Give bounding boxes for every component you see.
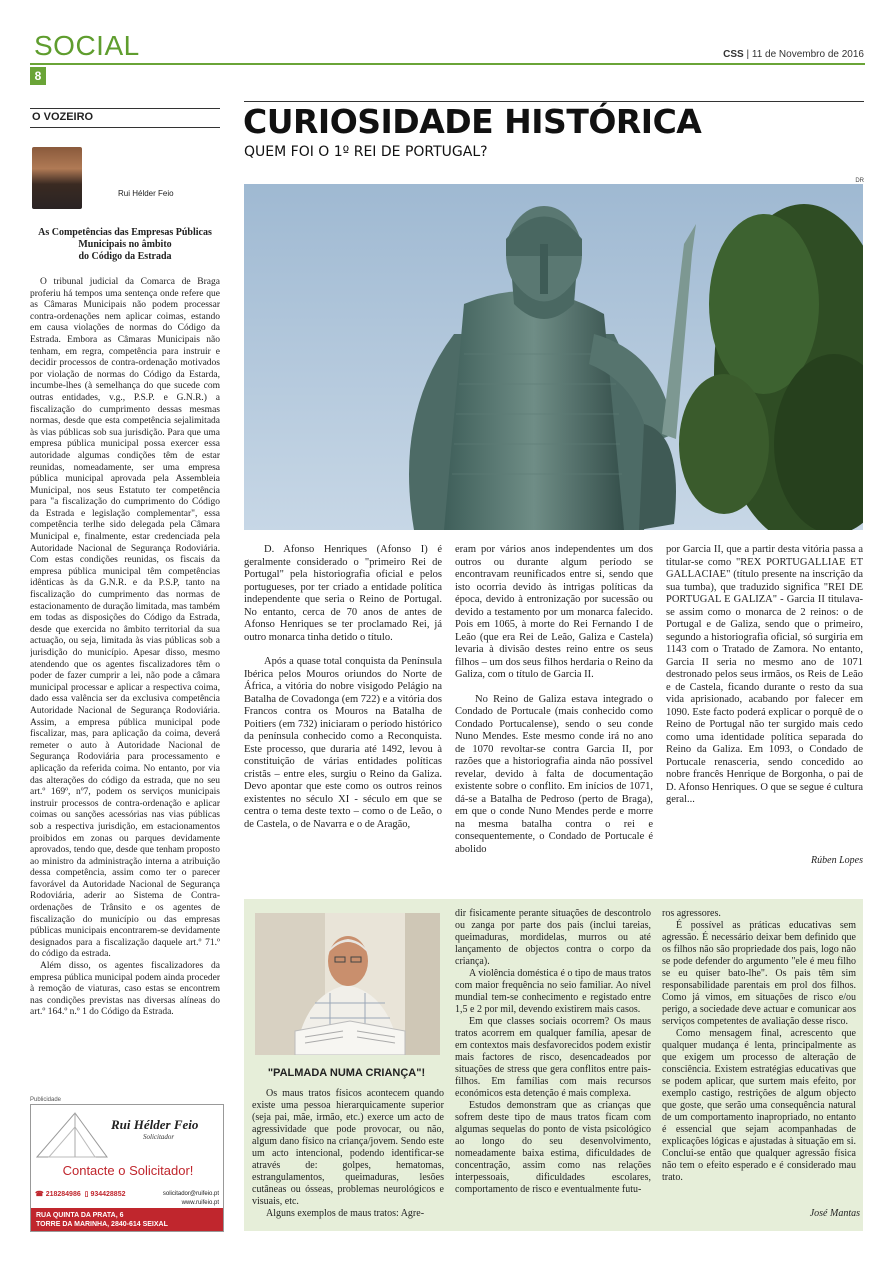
article-paragraph: por Garcia II, que a partir desta vitória passa a titular-se como "REX PORTUGALLIAE ET GALLACIAE" (título presente na inscrição da sua tumba), que traduzido significa "REI DE PORTUGAL E GALIZA" - Garcia II titulava-se assim como o monarca de 2 reinos: o de Portugal e de Galiza, sendo que o primeiro, segundo a historiografia oficial, só surgiria em 1143 com o Tratado de Zamora. No entanto, Garcia II seria no mesmo ano de 1071 destronado pelos seus irmãos, os Reis de Leão e de Castela, ficando durante o resto da sua vida aprisionado, acabando por falecer em 1090. Este facto poderá explicar o porquê de o Reino de Portugal não ter surgido mais cedo como uma identidade política separada do Reino da Galiza. Em 1093, o Condado de Portucale renasceria, sendo concedido ao nobre francês Henrique de Borgonha, o pai de D. Afonso Henriques. O que se segue é cultura geral... bbox=[666, 544, 863, 805]
man-reading-illustration bbox=[255, 913, 440, 1055]
advert-address-line: TORRE DA MARINHA, 2840-614 SEIXAL bbox=[36, 1221, 168, 1228]
article-column-3 bbox=[666, 544, 863, 829]
section-title: SOCIAL bbox=[34, 30, 140, 61]
advert-name: Rui Hélder Feio bbox=[111, 1117, 199, 1132]
advert-email[interactable]: solicitador@ruifeio.pt bbox=[162, 1191, 219, 1197]
header-rule bbox=[30, 63, 865, 65]
article-column-1 bbox=[244, 544, 442, 874]
article-subtitle: QUEM FOI O 1º REI DE PORTUGAL? bbox=[244, 144, 488, 160]
article-paragraph: eram por vários anos independentes um dos outros ou durante algum período se encontravam reunificados entre si, sendo que isto ocorria devido às intrigas políticas da época, devido à entronização por sucessão ou devido a testamento por um monarca falecido. Pois em 1065, à morte do Rei Fernando I de Leão (que era Rei de Leão, Galiza e Castela) levaria à divisão destes reino entre os seus filhos – um dos seus filhos herdaria o Reino da Galiza, com o título de Garcia II. bbox=[455, 544, 653, 680]
article-paragraph: D. Afonso Henriques (Afonso I) é geralmente considerado o "primeiro Rei de Portugal" pela historiografia oficial e pelos portugueses, por ter criado a entidade política independente que seria o Reino de Portugal. No entanto, cerca de 70 anos de antes de Afonso Henriques se ter proclamado Rei, já outro monarca tinha detido o título. bbox=[244, 544, 442, 643]
phone-icon: ☎ bbox=[35, 1191, 44, 1198]
advert-website[interactable]: www.ruifeio.pt bbox=[181, 1200, 219, 1206]
column-paragraph: O tribunal judicial da Comarca de Braga proferiu há tempos uma sentença onde refere que as Câmaras Municipais não podem processar contra-ordenações nem aplicar coimas, estando em causa violações de normas do Código da Estrada. Embora as Câmaras Municipais não tenham, em regra, competência para instruir e decidir processos de contra-ordenação motivados por violação de normas do Código da Estarda, incumbe-lhes (à semelhança do que sucede com outras entidades, v.g., P.S.P. e G.N.R.) a fiscalização do cumprimento dessas mesmas normas, desde que esta competência sejalimitada às vias públicas sob sua jurisdição. Para que uma empresa pública municipal possa exercer essa autoridade algumas condições têm de estar reunidas, nomeadamente, ser uma empresa pública municipal aprovada pela Assembleia Municipal, nos seus Estatuto ter competência para "a fiscalização do cumprimento do Código da Estrada e legislação complementar", essa competência terlhe sido delegada pela Câmara Municipal e, finalmente, estar credenciada pela Autoridade Nacional de Segurança Rodoviária. Com estas condições reunidas, os fiscais da empresa pública municipal têm competências idênticas às da G.N.R. e da P.S.P, tanto na fiscalização do cumprimento das normas de estacionamento de duração limitada, mas também em todas as disposições do Código da Estrada, desde que exercida no âmbito territorial da sua actuação, ou seja, limitada às vias públicas sob a jurisdição do município. Apesar disso, mesmo atendendo que os agentes fiscalizadores têm o poder de fazer cumprir a lei, não pode a câmara municipal processar e aplicar a respectiva coima, dado essa valência ser da exclusiva competência Autoridade Nacional de Segurança Rodoviária. Assim, a empresa pública municipal pode fiscalizar, mas, para aplicação da coima, deverá remeter o auto à Autoridade Nacional de Segurança Rodoviária para processamento e aplicação da referida coima. No entanto, por via das alterações do código da estrada, que no seu art.º 169º, nº7, podem os serviços municipais instruir processos de contra-ordenação e aplicar coimas ou sanções acessórias nas vias públicas sob a respectiva jurisdição, em estacionamentos proibidos em zonas ou parques devidamente aprovados, tendo que, desde que tenham proposto ao ministro da administração interna a atribuição dessa competência, assim como ter o parecer favorável da Autoridade Nacional de Segurança Rodoviária, aderir ao Sistema de Contra-ordenações de Trânsito e os agentes de fiscalização do município ou das empresas públicas municipais encontrarem-se devidamente designados para a fiscalização daquele art.º 71.º do código da estrada. bbox=[30, 277, 220, 960]
column-title-line: As Competências das Empresas Públicas bbox=[38, 227, 212, 238]
feature-paragraph: Os maus tratos físicos acontecem quando existe uma pessoa hierarquicamente superior (seja pai, mãe, irmão, etc.) exerce um acto de agressividade que pode provocar, ou não, algum dano físico na criança/jovem. Sendo este um acto intencional, podendo identificar-se através de: golpes, hematomas, estrangulamentos, queimaduras, lesões cutâneas ou ósseas, problemas neurológicos e visuais, etc. bbox=[252, 1088, 444, 1207]
column-name: O VOZEIRO bbox=[32, 111, 94, 123]
photo-credit: DR bbox=[855, 178, 864, 184]
publication-info: CSS | 11 de Novembro de 2016 bbox=[723, 49, 864, 60]
feature-paragraph: A violência doméstica é o tipo de maus tratos com maior frequência no seio familiar. Ao nível mundial tem-se conhecimento e registado entre 1,5 e 2 por mil, devendo existirem mais casos. bbox=[455, 968, 651, 1015]
column-title-line: do Código da Estrada bbox=[78, 251, 172, 262]
advert-label: Publicidade bbox=[30, 1097, 62, 1103]
article-author: Rúben Lopes bbox=[811, 855, 863, 866]
advert-phone: 934428852 bbox=[90, 1191, 126, 1198]
feature-paragraph: ros agressores. bbox=[662, 908, 721, 919]
advert-graphic-icon bbox=[35, 1109, 109, 1159]
statue-photo bbox=[244, 184, 863, 530]
page-number: 8 bbox=[30, 67, 46, 85]
feature-paragraph: Estudos demonstram que as crianças que sofrem deste tipo de maus tratos ficam com algumas sequelas do ponto de vista psicológico ao longo do seu desenvolvimento, nomeadamente baixa estima, dificuldades de concentração, assim como nas relações interpessoais, dificuldades escolares, comportamento de risco e eventualmente futu- bbox=[455, 1100, 651, 1195]
feature-paragraph: Em que classes sociais ocorrem? Os maus tratos acorrem em qualquer família, apesar de em contextos mais desfavorecidos podem existir mais factores de risco, desencadeados por situações de stress que gera conflitos entre pais-filhos. Em famílias com mais recursos económicos esta detenção é mais complexa. bbox=[455, 1016, 651, 1099]
feature-column-2 bbox=[455, 908, 651, 1226]
column-body bbox=[30, 277, 220, 1085]
feature-author: José Mantas bbox=[809, 1208, 860, 1219]
advert[interactable] bbox=[30, 1104, 224, 1232]
advert-role: Solicitador bbox=[143, 1133, 175, 1141]
column-rule-bottom bbox=[30, 127, 220, 128]
column-title bbox=[30, 227, 220, 263]
advert-web bbox=[163, 1190, 219, 1208]
column-paragraph: Além disso, os agentes fiscalizadores da empresa pública municipal podem ainda proceder à remoção de viaturas, caso estas se encontrem nas condições previstas nas diversas alíneas do art.º 164.º n.º 1 do Código da Estrada. bbox=[30, 961, 220, 1018]
article-paragraph: No Reino de Galiza estava integrado o Condado de Portucale (mais conhecido como Condado Portucalense), sendo o seu conde Nuno Mendes. Este mesmo conde irá no ano de 1070 revoltar-se contra Garcia II, por razões que a historiografia ainda não possível revelar, devido à falta de documentação existente sobre o conflito. Em inícios de 1071, dá-se a Batalha de Pedroso (perto de Braga), em que o conde Nuno Mendes perde e morre na mesma batalha contra o rei e consequentemente, o Condado de Portucale é abolido bbox=[455, 693, 653, 855]
feature-paragraph: Alguns exemplos de maus tratos: Agre- bbox=[266, 1208, 425, 1219]
man-reading-photo bbox=[255, 913, 440, 1055]
article-paragraph: Após a quase total conquista da Península Ibérica pelos Mouros oriundos do Norte de África, a vitória do nobre visigodo Pelágio na Batalha de Covadonga (em 722) e a vitória dos Francos contra os Mouros na Batalha de Poitiers (em 732) iniciaram o período histórico da península conhecido como a Reconquista. Este processo, que duraria até 1492, levou à constituição de várias entidades políticas cristãs – entre eles, surgiu o Reino da Galiza. Devo apontar que este como os outros reinos existentes no século XI - século em que se centra o tema deste texto – como o de Leão, o de Castela, o de Navarra e o de Aragão, bbox=[244, 656, 442, 830]
feature-paragraph: Como mensagem final, acrescento que qualquer mudança é lenta, principalmente as que exigem um processo de alteração de consciência. Existem estratégias educativas que se podem aplicar, que surtem mais efeito, por exemplo castigo, restrições de algum objecto que goste, que serão uma consequência natural de um comportamento inapropriado, no entanto é essencial que sejam acompanhadas de explicações lógicas e ajustadas à situação em si. Conclui-se então que qualquer agressão física não tem o efeito esperado e é considerado mau trato. bbox=[662, 1028, 856, 1183]
article-title: CURIOSIDADE HISTÓRICA bbox=[243, 102, 702, 141]
advert-phone: 218284986 bbox=[45, 1191, 81, 1198]
column-rule-top bbox=[30, 108, 220, 109]
author-photo bbox=[32, 147, 82, 209]
feature-title: "PALMADA NUMA CRIANÇA"! bbox=[267, 1067, 426, 1079]
advert-call-to-action: Contacte o Solicitador! bbox=[62, 1163, 194, 1178]
publication-name: CSS bbox=[723, 49, 744, 60]
feature-paragraph: É possível as práticas educativas sem agressão. É necessário deixar bem definido que os filhos não são propriedade dos pais, logo não se pode defender do argumento "ele é meu filho se eu quiser bato-lhe". Os pais têm sim responsabilidade parentais em prol dos filhos. Como já vimos, em situações de risco e/ou perigo, a sociedade deve actuar e comunicar aos serviços competentes de avaliação desse risco. bbox=[662, 920, 856, 1027]
mobile-icon: ▯ bbox=[84, 1191, 89, 1198]
article-column-2 bbox=[455, 544, 653, 874]
advert-address bbox=[31, 1208, 224, 1232]
column-author: Rui Hélder Feio bbox=[118, 189, 174, 198]
publication-date: 11 de Novembro de 2016 bbox=[751, 49, 864, 60]
statue-illustration bbox=[244, 184, 863, 530]
feature-column-1 bbox=[252, 1088, 444, 1224]
column-title-line: Municipais no âmbito bbox=[78, 239, 172, 250]
advert-phones bbox=[35, 1190, 125, 1198]
feature-paragraph: dir fisicamente perante situações de descontrolo ou zanga por parte dos pais (inclui tareias, queimaduras, mordidelas, murros ou até lançamento de objectos contra o corpo da criança). bbox=[455, 908, 651, 967]
feature-column-3 bbox=[662, 908, 856, 1198]
advert-address-line: RUA QUINTA DA PRATA, 6 bbox=[36, 1212, 124, 1219]
